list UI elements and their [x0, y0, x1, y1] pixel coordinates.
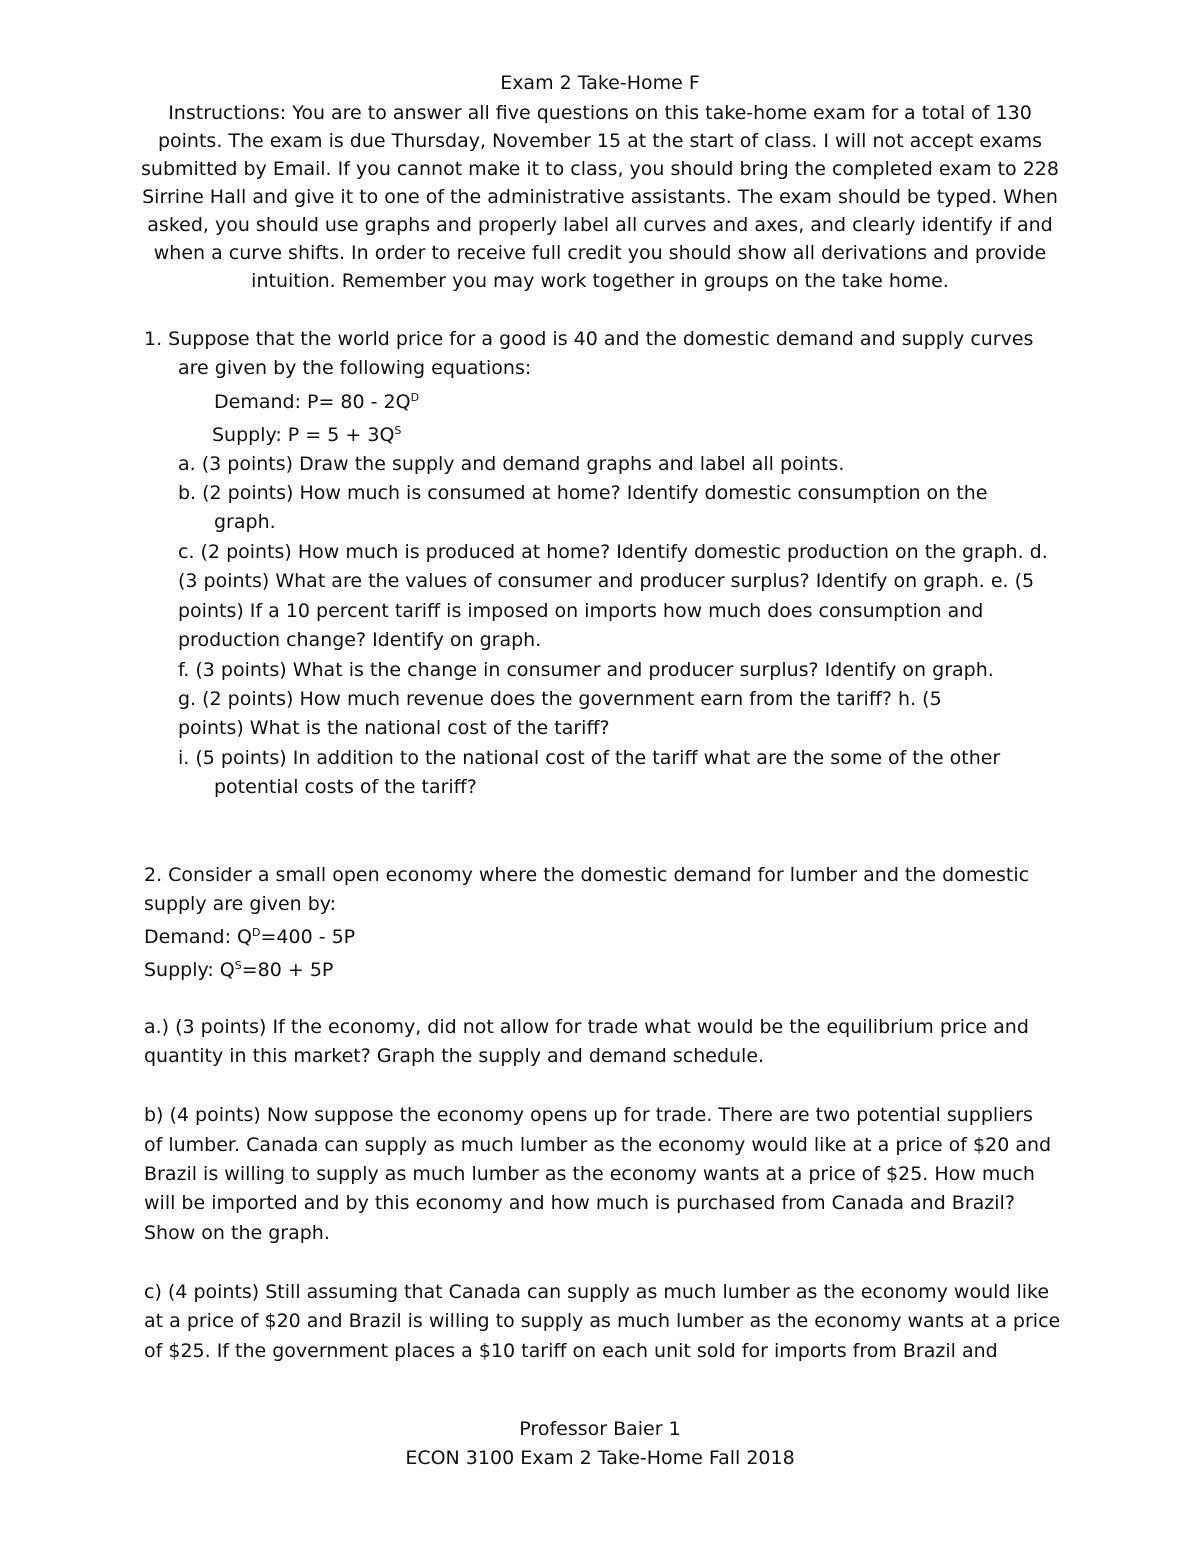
q2b-line: Show on the graph.: [144, 1222, 330, 1244]
q1-part-line: i. (5 points) In addition to the national cost of the tariff what are the some of the other: [178, 747, 1001, 769]
footer-page-label: Professor Baier 1: [519, 1418, 681, 1440]
q1-part-line: (3 points) What are the values of consumer and producer surplus? Identify on graph. e. (5: [178, 570, 1035, 592]
q1-intro-line: 1. Suppose that the world price for a good is 40 and the domestic demand and supply curves: [144, 328, 1034, 350]
q1-part-line: a. (3 points) Draw the supply and demand graphs and label all points.: [178, 453, 845, 475]
q1-part-line: b. (2 points) How much is consumed at home? Identify domestic consumption on the: [178, 482, 988, 504]
q1-demand-equation: Demand: $P= 80 - 2Q^D$: [214, 391, 420, 413]
q1-supply-equation: Supply: $P = 5 + 3Q^S$: [212, 424, 402, 446]
q2-intro-line: supply are given by:: [144, 893, 337, 915]
q1-part-line: potential costs of the tariff?: [214, 776, 477, 798]
q2b-line: b) (4 points) Now suppose the economy opens up for trade. There are two potential suppliers: [144, 1104, 1033, 1126]
instructions-line: when a curve shifts. In order to receive full credit you should show all derivations and provide: [153, 242, 1047, 264]
instructions-line: points. The exam is due Thursday, November 15 at the start of class. I will not accept exams: [157, 130, 1043, 152]
q2b-line: Brazil is willing to supply as much lumber as the economy wants at a price of $25. How much: [144, 1163, 1035, 1185]
q1-part-line: g. (2 points) How much revenue does the government earn from the tariff? h. (5: [178, 688, 942, 710]
footer-course-label: ECON 3100 Exam 2 Take-Home Fall 2018: [405, 1447, 795, 1469]
q2c-line: c) (4 points) Still assuming that Canada can supply as much lumber as the economy would like: [144, 1281, 1050, 1303]
instructions-line: Sirrine Hall and give it to one of the administrative assistants. The exam should be typed. When: [142, 186, 1058, 208]
q1-intro-line: are given by the following equations:: [178, 357, 532, 379]
q1-part-line: graph.: [214, 511, 276, 533]
q1-part-line: f. (3 points) What is the change in consumer and producer surplus? Identify on graph.: [178, 659, 994, 681]
q1-part-line: points) If a 10 percent tariff is imposed on imports how much does consumption and: [178, 600, 984, 622]
instructions-line: intuition. Remember you may work together in groups on the take home.: [251, 270, 949, 292]
q2c-line: at a price of $20 and Brazil is willing to supply as much lumber as the economy wants at a price: [144, 1310, 1061, 1332]
q2a-line: quantity in this market? Graph the supply and demand schedule.: [144, 1045, 765, 1067]
instructions-line: Instructions: You are to answer all five questions on this take-home exam for a total of 130: [168, 102, 1032, 124]
instructions-line: asked, you should use graphs and properly label all curves and axes, and clearly identify if and: [147, 214, 1053, 236]
q1-part-line: c. (2 points) How much is produced at home? Identify domestic production on the graph. d.: [178, 541, 1048, 563]
instructions-line: submitted by Email. If you cannot make it to class, you should bring the completed exam to 228: [141, 158, 1059, 180]
q2-intro-line: 2. Consider a small open economy where the domestic demand for lumber and the domestic: [144, 864, 1030, 886]
q2a-line: a.) (3 points) If the economy, did not allow for trade what would be the equilibrium price and: [144, 1016, 1029, 1038]
q1-part-line: production change? Identify on graph.: [178, 629, 542, 651]
q1-part-line: points) What is the national cost of the tariff?: [178, 717, 610, 739]
q2-supply-equation: Supply: $Q^S=80 + 5P$: [144, 959, 334, 981]
exam-title: Exam 2 Take-Home F: [500, 72, 700, 94]
q2b-line: will be imported and by this economy and how much is purchased from Canada and Brazil?: [144, 1192, 1015, 1214]
q2c-line: of $25. If the government places a $10 tariff on each unit sold for imports from Brazil and: [144, 1340, 998, 1362]
q2b-line: of lumber. Canada can supply as much lumber as the economy would like at a price of $20 and: [144, 1134, 1052, 1156]
q2-demand-equation: Demand: $Q^D=400 - 5P$: [144, 926, 356, 948]
